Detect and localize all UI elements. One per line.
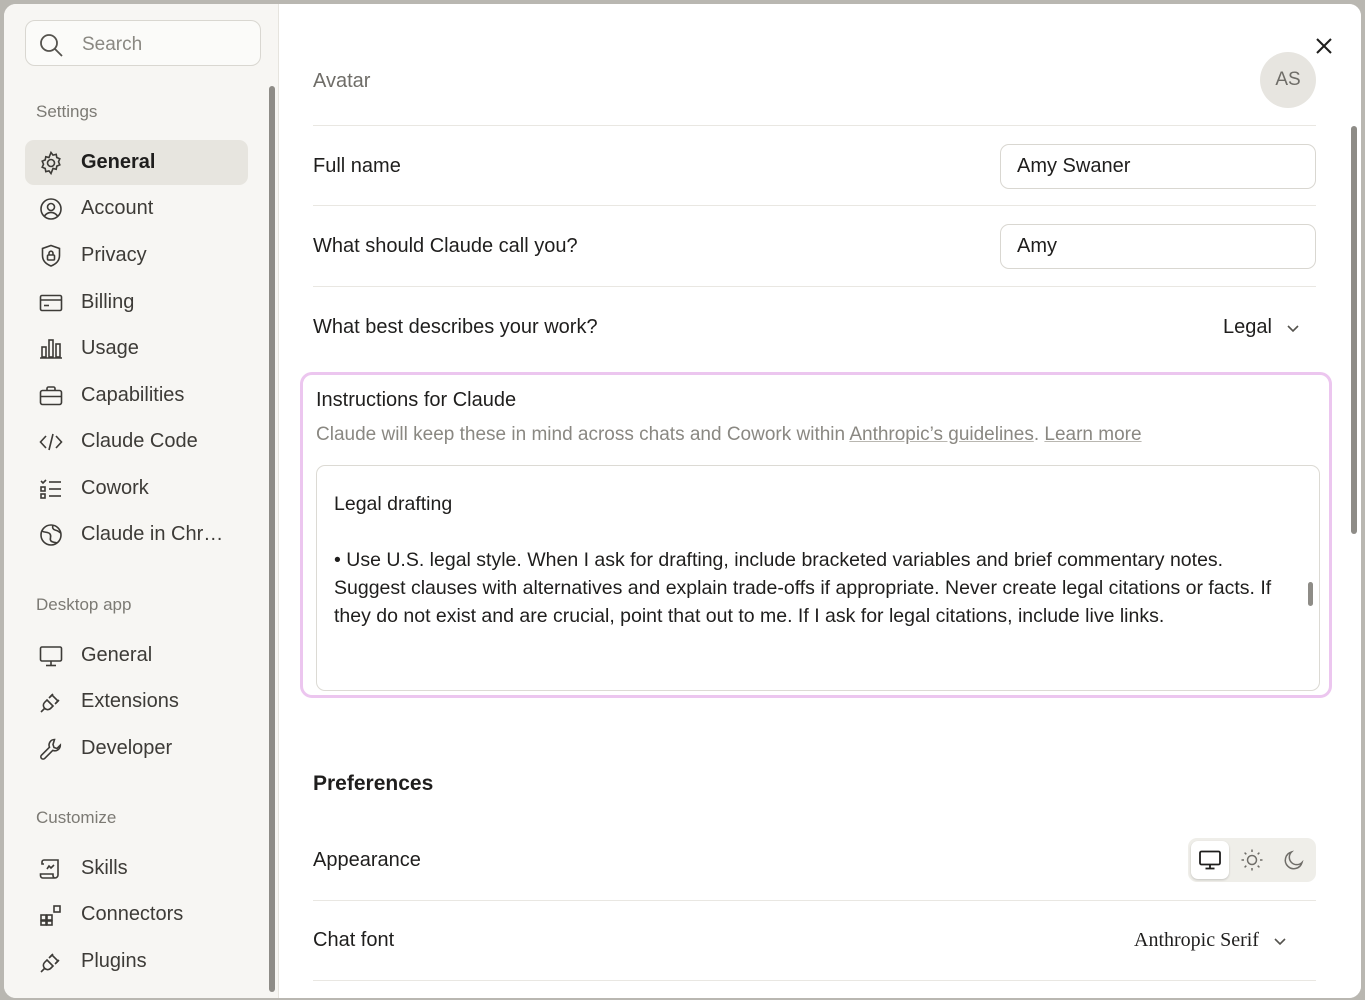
scroll-icon: [38, 856, 64, 882]
monitor-icon: [38, 643, 64, 669]
sidebar-item-label: Claude Code: [81, 430, 198, 452]
full-name-field[interactable]: Amy Swaner: [1000, 144, 1316, 189]
sidebar-item-label: Privacy: [81, 244, 147, 266]
search-input[interactable]: [25, 20, 261, 66]
sidebar-item-label: Skills: [81, 857, 128, 879]
code-icon: [38, 429, 64, 455]
sidebar-item-privacy[interactable]: [25, 233, 248, 278]
globe-icon: [38, 522, 64, 548]
chevron-down-icon: [1284, 319, 1302, 337]
sidebar-item-claude-code[interactable]: [25, 419, 248, 464]
work-select[interactable]: [1223, 316, 1302, 339]
monitor-icon: [1198, 848, 1222, 872]
sidebar-item-billing[interactable]: [25, 280, 248, 325]
sidebar-item-account[interactable]: [25, 186, 248, 231]
chat-font-label: Chat font: [313, 929, 395, 951]
appearance-light-button[interactable]: [1233, 841, 1271, 879]
sidebar-item-plugins[interactable]: [25, 939, 248, 984]
section-customize: Customize: [36, 808, 117, 827]
preferences-heading: Preferences: [313, 772, 434, 795]
appearance-label: Appearance: [313, 849, 421, 871]
sidebar-item-connectors[interactable]: [25, 892, 248, 937]
sidebar-item-general[interactable]: [25, 140, 248, 185]
sidebar-item-label: Capabilities: [81, 384, 185, 406]
work-label: What best describes your work?: [313, 316, 598, 338]
settings-main-panel: [280, 4, 1361, 998]
sidebar-item-label: Usage: [81, 337, 139, 359]
textarea-scrollbar[interactable]: [1308, 582, 1313, 606]
sidebar-item-label: Account: [81, 197, 154, 219]
divider: [313, 980, 1316, 981]
sidebar-item-claude-in-chrome[interactable]: [25, 512, 248, 557]
divider: [313, 286, 1316, 287]
search-icon: [38, 32, 64, 58]
call-you-field[interactable]: Amy: [1000, 224, 1316, 269]
gear-icon: [38, 150, 64, 176]
settings-sidebar: [4, 4, 279, 998]
sidebar-item-capabilities[interactable]: [25, 373, 248, 418]
search-placeholder: Search: [82, 34, 143, 55]
sidebar-item-developer[interactable]: [25, 726, 248, 771]
full-name-label: Full name: [313, 155, 401, 177]
shield-lock-icon: [38, 243, 64, 269]
section-settings: Settings: [36, 102, 98, 121]
wrench-icon: [38, 736, 64, 762]
divider: [313, 205, 1316, 206]
sidebar-item-label: General: [81, 644, 153, 666]
moon-icon: [1282, 848, 1306, 872]
sidebar-item-label: Developer: [81, 737, 173, 759]
appearance-toggle: [1188, 838, 1316, 882]
checklist-icon: [38, 476, 64, 502]
sun-icon: [1240, 848, 1264, 872]
sidebar-item-label: Extensions: [81, 690, 179, 712]
main-scrollbar[interactable]: [1351, 126, 1357, 534]
guidelines-link[interactable]: Anthropic’s guidelines: [849, 424, 1034, 445]
instructions-desc-sep: .: [1033, 424, 1045, 445]
sidebar-item-usage[interactable]: [25, 326, 248, 371]
instructions-description: [316, 424, 1142, 446]
sidebar-item-cowork[interactable]: [25, 466, 248, 511]
divider: [313, 125, 1316, 126]
sidebar-item-skills[interactable]: [25, 846, 248, 891]
sidebar-scrollbar[interactable]: [269, 86, 275, 992]
settings-window: [4, 4, 1361, 998]
sidebar-item-label: Billing: [81, 291, 135, 313]
instructions-textarea[interactable]: [316, 465, 1320, 691]
chat-font-select[interactable]: [1134, 929, 1289, 952]
learn-more-link[interactable]: Learn more: [1044, 424, 1142, 445]
blocks-icon: [38, 902, 64, 928]
avatar[interactable]: AS: [1260, 52, 1316, 108]
sidebar-item-label: Claude in Chr…: [81, 523, 224, 545]
chevron-down-icon: [1271, 932, 1289, 950]
appearance-system-button[interactable]: [1191, 841, 1229, 879]
work-select-value: Legal: [1223, 316, 1272, 338]
credit-card-icon: [38, 290, 64, 316]
sidebar-item-desktop-general[interactable]: [25, 633, 248, 678]
briefcase-icon: [38, 383, 64, 409]
instructions-desc-text: Claude will keep these in mind across chats and Cowork within: [316, 424, 850, 445]
sidebar-item-label: Connectors: [81, 903, 184, 925]
instructions-heading-text: Legal drafting: [334, 493, 453, 515]
divider: [313, 900, 1316, 901]
sidebar-item-extensions[interactable]: [25, 679, 248, 724]
instructions-body-text: • Use U.S. legal style. When I ask for drafting, include bracketed variables and brief commentary notes. Suggest clauses with alternatives and explain trade-offs if appropriate. Never create legal citations or facts. If they do not exist and are crucial, point that out to me. If I ask for legal citations, include live links.: [334, 549, 1272, 627]
plug-icon: [38, 949, 64, 975]
call-you-label: What should Claude call you?: [313, 235, 578, 257]
instructions-title: Instructions for Claude: [316, 389, 517, 411]
appearance-dark-button[interactable]: [1275, 841, 1313, 879]
sidebar-item-label: Plugins: [81, 950, 147, 972]
plug-icon: [38, 689, 64, 715]
bar-chart-icon: [38, 336, 64, 362]
avatar-label: Avatar: [313, 70, 371, 92]
close-icon[interactable]: [1310, 32, 1338, 60]
section-desktop-app: Desktop app: [36, 595, 132, 614]
instructions-section: [300, 372, 1332, 698]
sidebar-item-label: General: [81, 151, 156, 173]
chat-font-value: Anthropic Serif: [1134, 929, 1259, 951]
sidebar-item-label: Cowork: [81, 477, 149, 499]
user-circle-icon: [38, 196, 64, 222]
